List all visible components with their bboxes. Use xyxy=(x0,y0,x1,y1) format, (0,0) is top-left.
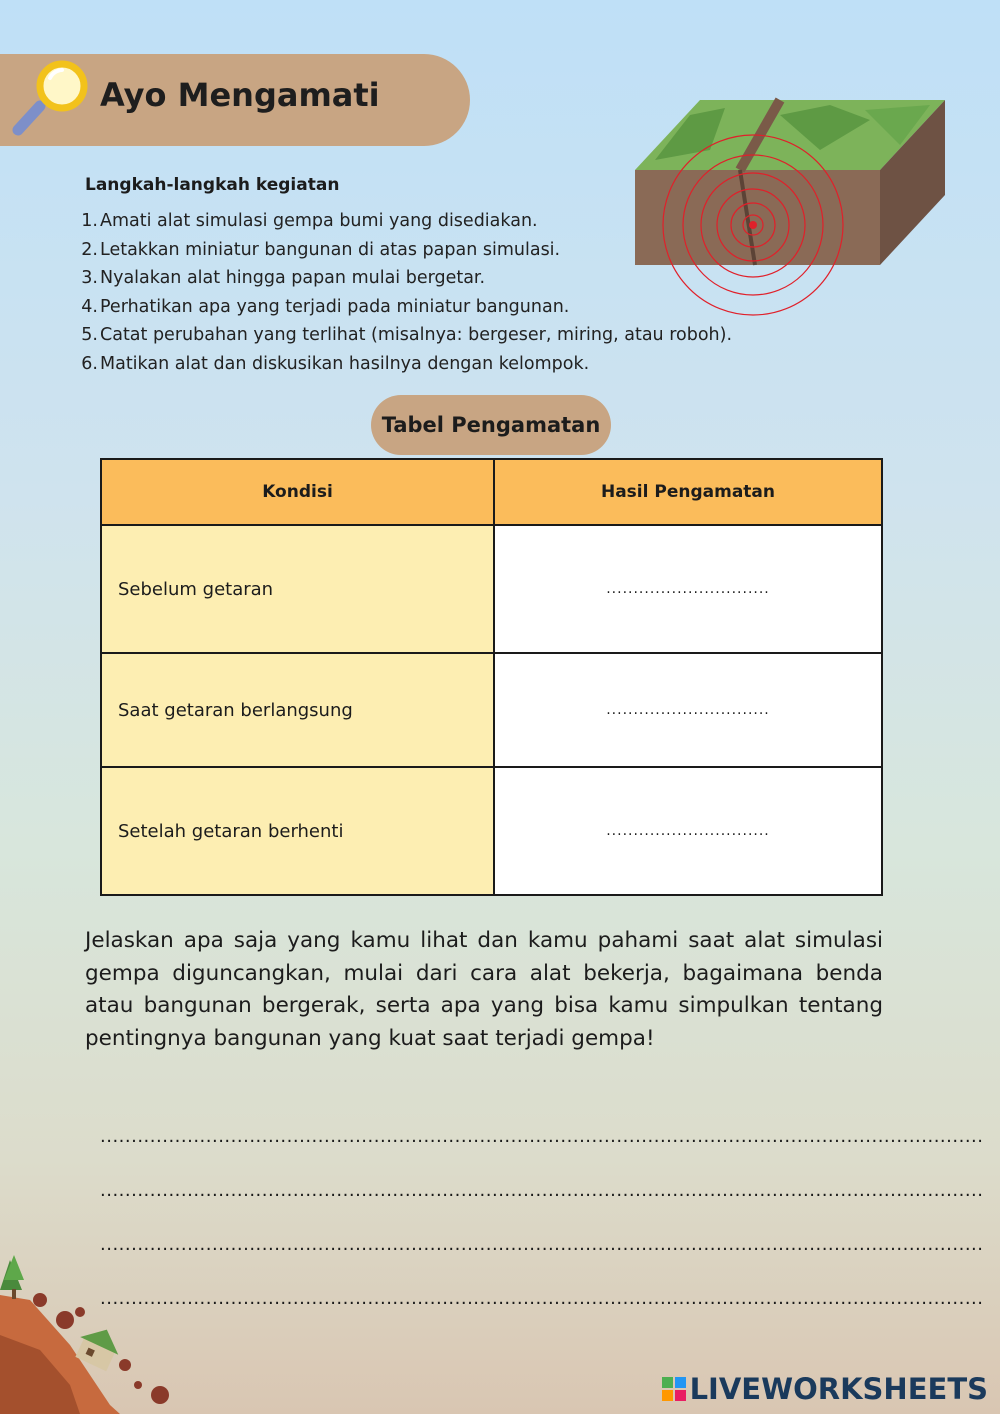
observation-table xyxy=(100,458,883,896)
table-title: Tabel Pengamatan xyxy=(371,395,611,455)
step-item: 1. Amati alat simulasi gempa bumi yang disediakan. xyxy=(81,211,538,232)
step-item: 5. Catat perubahan yang terlihat (misalnya: bergeser, miring, atau roboh). xyxy=(81,325,733,346)
condition-cell: Saat getaran berlangsung xyxy=(101,653,494,767)
liveworksheets-logo-icon xyxy=(662,1377,686,1401)
step-item: 6. Matikan alat dan diskusikan hasilnya dengan kelompok. xyxy=(81,353,590,374)
steps-heading: Langkah-langkah kegiatan xyxy=(85,175,340,195)
step-item: 2. Letakkan miniatur bangunan di atas papan simulasi. xyxy=(81,239,561,260)
condition-cell: Sebelum getaran xyxy=(101,525,494,653)
step-item: 3. Nyalakan alat hingga papan mulai bergetar. xyxy=(81,268,486,289)
liveworksheets-brand xyxy=(662,1372,988,1406)
answer-line-field[interactable]: .............................................................................................................................................. xyxy=(100,1288,984,1309)
result-answer-field[interactable]: .............................. xyxy=(494,653,882,767)
table-row xyxy=(101,767,882,895)
steps-list xyxy=(72,207,732,378)
page-title: Ayo Mengamati xyxy=(100,76,380,114)
answer-line-field[interactable]: .............................................................................................................................................. xyxy=(100,1126,984,1147)
step-item: 4. Perhatikan apa yang terjadi pada miniatur bangunan. xyxy=(81,296,570,317)
result-answer-field[interactable]: .............................. xyxy=(494,767,882,895)
brand-name: LIVEWORKSHEETS xyxy=(689,1372,988,1406)
question-text: Jelaskan apa saja yang kamu lihat dan kamu pahami saat alat simulasi gempa diguncangkan, mulai dari cara alat bekerja, bagaimana benda atau bangunan bergerak, serta apa yang bisa kamu simpulkan tentang pentingnya bangunan yang kuat saat terjadi gempa! xyxy=(85,928,883,1051)
condition-cell: Setelah getaran berhenti xyxy=(101,767,494,895)
answer-line-field[interactable]: .............................................................................................................................................. xyxy=(100,1234,984,1255)
table-row xyxy=(101,653,882,767)
landslide-illustration xyxy=(0,1255,190,1414)
column-header-result: Hasil Pengamatan xyxy=(494,459,882,525)
result-answer-field[interactable]: .............................. xyxy=(494,525,882,653)
answer-line-field[interactable]: .............................................................................................................................................. xyxy=(100,1180,984,1201)
table-row xyxy=(101,525,882,653)
magnifier-icon xyxy=(10,58,95,143)
column-header-condition: Kondisi xyxy=(101,459,494,525)
